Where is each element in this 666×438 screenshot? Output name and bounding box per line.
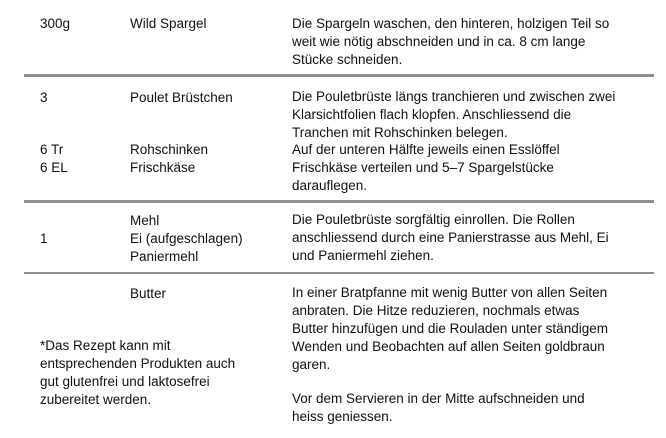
instruction-line: heiss geniessen. [292,409,393,424]
instruction-line: anschliessend durch eine Panierstrasse aus Mehl, Ei [292,230,609,245]
instruction-line: Vor dem Servieren in der Mitte aufschneiden und [292,391,585,406]
instruction-line: In einer Bratpfanne mit wenig Butter von allen Seiten [292,285,608,300]
instruction-line: anbraten. Die Hitze reduzieren, nochmals etwas [292,303,580,318]
row-divider [24,200,654,203]
ingredient-name: Rohschinken [130,142,209,157]
footnote-line: zubereitet werden. [40,392,152,407]
instruction-line: Tranchen mit Rohschinken belegen. [292,125,508,140]
footnote-line: gut glutenfrei und laktosefrei [40,374,210,389]
quantity: 300g [40,16,71,31]
instruction-line: Die Pouletbrüste sorgfältig einrollen. Die Rollen [292,212,575,227]
quantity: 3 [40,90,48,105]
instruction-line: Auf der unteren Hälfte jeweils einen Esslöffel [292,142,560,157]
instruction-line: Butter hinzufügen und die Rouladen unter ständigem [292,321,608,336]
instruction-line: weit wie nötig abschneiden und in ca. 8 cm lange [292,34,586,49]
row-divider [24,74,654,77]
row-divider [24,272,654,274]
quantity: 6 EL [40,160,68,175]
instruction-line: garen. [292,357,331,372]
ingredient-name: Paniermehl [130,249,199,264]
instruction-line: darauflegen. [292,178,368,193]
ingredient-name: Mehl [130,213,160,228]
ingredient-name: Poulet Brüstchen [130,90,233,105]
footnote-line: entsprechenden Produkten auch [40,356,236,371]
ingredient-name: Butter [130,286,167,301]
quantity: 1 [40,231,48,246]
instruction-line: Stücke schneiden. [292,52,403,67]
ingredient-name: Ei (aufgeschlagen) [130,231,243,246]
ingredient-name: Wild Spargel [130,16,207,31]
instruction-line: Die Spargeln waschen, den hinteren, holzigen Teil so [292,16,610,31]
footnote-line: *Das Rezept kann mit [40,338,171,353]
instruction-line: Frischkäse verteilen und 5–7 Spargelstücke [292,160,554,175]
quantity: 6 Tr [40,142,64,157]
ingredient-name: Frischkäse [130,160,196,175]
instruction-line: Die Pouletbrüste längs tranchieren und zwischen zwei [292,89,616,104]
instruction-line: und Paniermehl ziehen. [292,248,434,263]
instruction-line: Wenden und Beobachten auf allen Seiten goldbraun [292,339,605,354]
instruction-line: Klarsichtfolien flach klopfen. Anschliessend die [292,107,572,122]
